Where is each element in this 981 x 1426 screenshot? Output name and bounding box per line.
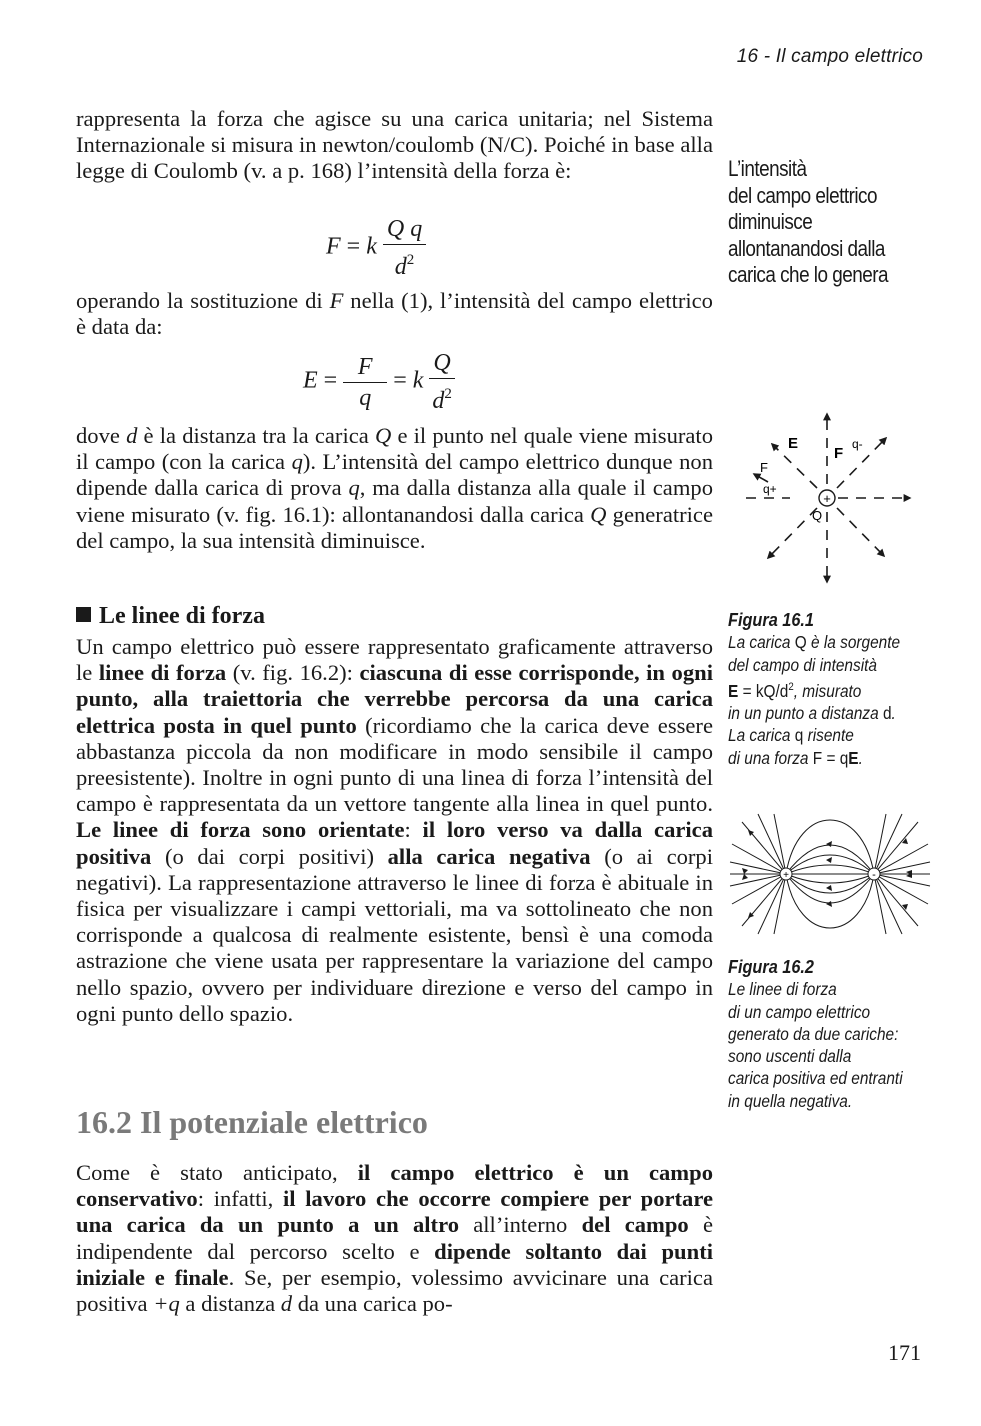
label-q-minus: q-	[852, 437, 863, 451]
field-line	[874, 874, 902, 934]
label-f-top: F	[834, 445, 844, 462]
arrowhead	[742, 868, 748, 874]
field-line	[786, 865, 874, 874]
field-line	[874, 874, 928, 904]
chapter-heading: 16.2 Il potenziale elettrico	[76, 1104, 428, 1140]
field-line	[786, 820, 874, 874]
arrowhead	[902, 904, 908, 910]
field-line	[786, 874, 874, 928]
label-e: E	[788, 435, 799, 452]
field-line	[874, 874, 886, 934]
minus-sign: -	[872, 869, 876, 881]
force-vector	[754, 474, 768, 482]
arrowhead	[826, 841, 832, 847]
field-line	[768, 508, 817, 558]
field-line	[774, 814, 786, 874]
arrowhead	[742, 874, 748, 880]
arrowhead	[826, 857, 832, 863]
field-line	[874, 844, 928, 874]
paragraph-substitution: operando la sostituzione di F nella (1), l’intensità del campo elettrico è data da:	[76, 288, 713, 340]
margin-note: L’intensità del campo elettrico diminuisce allontanandosi dalla carica che lo genera	[728, 156, 889, 287]
caption-figure-16-2: Figura 16.2 Le linee di forza di un campo elettrico generato da due cariche: sono uscenti dalla carica positiva ed entranti in quella negativa.	[728, 956, 903, 1111]
field-line	[732, 844, 786, 874]
figure-16-1-radial-field	[738, 408, 918, 588]
paragraph-potential: Come è stato anticipato, il campo elettrico è un campo conservativo: infatti, il lavoro che occorre compiere per portare una carica da un punto a un altro all’interno del campo è indipendente dal percorso scelto e dipende soltanto dai punti iniziale e finale. Se, per esempio, volessimo avvicinare una carica positiva +q a distanza d da una carica po-	[76, 1160, 714, 1317]
plus-sign: +	[783, 870, 789, 881]
running-head: 16 - Il campo elettrico	[736, 46, 923, 67]
paragraph-field-definition: rappresenta la forza che agisce su una carica unitaria; nel Sistema Internazionale si misura in newton/coulomb (N/C). Poiché in base alla legge di Coulomb (v. a p. 168) l’intensità della forza è:	[76, 106, 713, 184]
field-line	[758, 874, 786, 934]
plus-sign: +	[823, 491, 831, 506]
page-number: 171	[888, 1340, 921, 1365]
paragraph-distance: dove d è la distanza tra la carica Q e il punto nel quale viene misurato il campo (con la carica q). L’intensità del campo elettrico dunque non dipende dalla carica di prova q, ma dalla distanza alla quale il campo viene misurato (v. fig. 16.1): allontanandosi dalla carica Q generatrice del campo, la sua intensità diminuisce.	[76, 423, 714, 553]
field-line	[786, 874, 874, 883]
formula-coulomb-force: F = k $\frac{\text{Q q}}{d^2}$	[326, 214, 426, 282]
paragraph-field-lines: Un campo elettrico può essere rappresentato graficamente attraverso le linee di forza (v. fig. 16.2): ciascuna di esse corrisponde, in ogni punto, alla traiettoria che verrebbe percorsa da una carica elettrica posta in quel punto (ricordiamo che la carica deve essere abbastanza piccola da non modificare in modo sensibile il campo preesistente). Inoltre in ogni punto di una linea di forza l’intensità del campo è rappresentata da un vettore tangente alla linea in quel punto. Le linee di forza sono orientate: il loro verso va dalla carica positiva (o dai corpi positivi) alla carica negativa (o ai corpi negativi). La rappresentazione attraverso le linee di forza è abituale in fisica per visualizzare i campi vettoriali, ma va sottolineato che non corrisponde a qualcosa di realmente esistente, bensì è una comoda astrazione che viene usata per rappresentare la variazione del campo nello spazio, ovvero per individuare direzione e verso del campo in ogni punto dello spazio.	[76, 634, 714, 1026]
label-f-left: F	[760, 460, 768, 475]
arrowhead	[902, 838, 908, 844]
field-line	[732, 874, 786, 904]
field-line	[758, 814, 786, 874]
section-heading: Le linee di forza	[76, 603, 265, 630]
field-line	[837, 508, 884, 556]
figure-16-2-dipole-field	[728, 812, 932, 942]
square-bullet-icon	[76, 607, 91, 622]
arrowhead	[826, 885, 832, 891]
field-line	[874, 814, 902, 874]
caption-figure-16-1: Figura 16.1 La carica Q è la sorgente del campo di intensità $E = kQ/d^2$, misurato in un punto a distanza d. La carica q risente di una forza F = qE.	[728, 609, 901, 768]
formula-field-intensity: E = $\frac{F}{q}$ = k $\frac{Q}{d^2}$	[303, 348, 455, 416]
field-line	[874, 814, 886, 874]
label-q-plus: q+	[763, 482, 777, 496]
label-q-center: Q	[812, 508, 823, 523]
field-line	[774, 874, 786, 934]
arrowhead	[826, 901, 832, 907]
